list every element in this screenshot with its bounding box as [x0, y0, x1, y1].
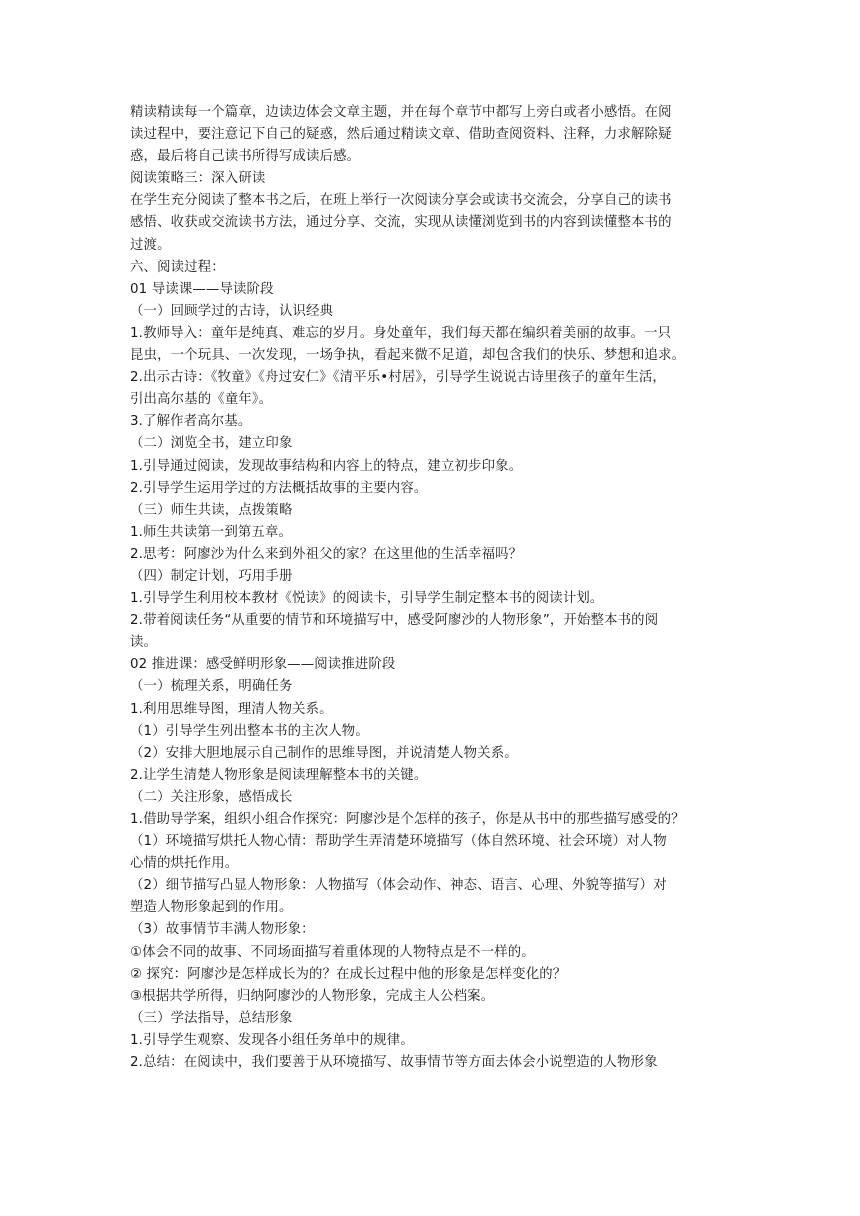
text-line: 读。 — [130, 635, 158, 651]
text-line: 在学生充分阅读了整本书之后，在班上举行一次阅读分享会或读书交流会，分享自己的读书 — [130, 193, 672, 209]
text-line: 引出高尔基的《童年》。 — [130, 392, 273, 408]
text-line: 昆虫，一个玩具、一次发现，一场争执，看起来微不足道，却包含我们的快乐、梦想和追求。 — [130, 348, 686, 364]
text-line: 1.借助导学案，组织小组合作探究：阿廖沙是个怎样的孩子，你是从书中的那些描写感受的？ — [130, 812, 685, 827]
text-line: 塑造人物形象起到的作用。 — [130, 900, 293, 916]
text-line: 精读精读每一个篇章，边读边体会文章主题，并在每个章节中都写上旁白或者小感悟。在阅 — [130, 105, 672, 120]
text-line: 3.了解作者高尔基。 — [130, 414, 252, 430]
text-line: 1.引导通过阅读，发现故事结构和内容上的特点，建立初步印象。 — [130, 458, 523, 474]
subsection-heading: （一）梳理关系，明确任务 — [130, 679, 293, 695]
subsection-heading: （三）师生共读，点拨策略 — [130, 502, 293, 518]
text-line: 1.引导学生利用校本教材《悦读》的阅读卡，引导学生制定整本书的阅读计划。 — [130, 591, 604, 607]
text-line: 惑，最后将自己读书所得写成读后感。 — [130, 149, 361, 165]
subsection-heading: （一）回顾学过的古诗，认识经典 — [130, 303, 334, 319]
text-line: 2.总结：在阅读中，我们要善于从环境描写、故事情节等方面去体会小说塑造的人物形象 — [130, 1055, 658, 1071]
text-line: （2）安排大胆地展示自己制作的思维导图，并说清楚人物关系。 — [130, 745, 518, 761]
text-line: ③根据共学所得，归纳阿廖沙的人物形象，完成主人公档案。 — [130, 988, 495, 1004]
text-line: ①体会不同的故事、不同场面描写着重体现的人物特点是不一样的。 — [130, 944, 535, 960]
document-page — [130, 102, 734, 1074]
text-line: 2.带着阅读任务“从重要的情节和环境描写中，感受阿廖沙的人物形象”，开始整本书的阅 — [130, 613, 659, 629]
section-heading: 02 推进课：感受鲜明形象——阅读推进阶段 — [130, 657, 396, 673]
text-line: 2.出示古诗：《牧童》《舟过安仁》《清平乐•村居》，引导学生说说古诗里孩子的童年生活， — [130, 370, 666, 386]
section-heading: 阅读策略三：深入研读 — [130, 171, 266, 187]
text-line: 感悟、收获或交流读书方法，通过分享、交流，实现从读懂浏览到书的内容到读懂整本书的 — [130, 215, 672, 231]
subsection-heading: （四）制定计划，巧用手册 — [130, 568, 293, 584]
text-line: 心情的烘托作用。 — [130, 856, 239, 872]
text-line: （1）环境描写烘托人物心情：帮助学生弄清楚环境描写（体自然环境、社会环境）对人物 — [130, 834, 667, 850]
text-line: 过渡。 — [130, 237, 171, 253]
text-line: 2.思考：阿廖沙为什么来到外祖父的家？在这里他的生活幸福吗？ — [130, 546, 523, 562]
subsection-heading: （二）浏览全书，建立印象 — [130, 436, 293, 452]
text-line: 2.让学生清楚人物形象是阅读理解整本书的关键。 — [130, 767, 428, 783]
text-line: 2.引导学生运用学过的方法概括故事的主要内容。 — [130, 480, 428, 496]
text-line: （2）细节描写凸显人物形象：人物描写（体会动作、神态、语言、心理、外貌等描写）对 — [130, 878, 667, 894]
text-line: 1.师生共读第一到第五章。 — [130, 524, 293, 540]
text-line: 1.教师导入：童年是纯真、难忘的岁月。身处童年，我们每天都在编织着美丽的故事。一只 — [130, 325, 672, 341]
subsection-heading: （三）学法指导，总结形象 — [130, 1010, 293, 1026]
section-heading: 六、阅读过程： — [130, 259, 225, 275]
text-line: （3）故事情节丰满人物形象： — [130, 922, 315, 938]
text-line: 1.利用思维导图，理清人物关系。 — [130, 701, 333, 717]
subsection-heading: （二）关注形象，感悟成长 — [130, 789, 293, 805]
text-line: （1）引导学生列出整本书的主次人物。 — [130, 723, 369, 739]
text-line: 读过程中，要注意记下自己的疑惑，然后通过精读文章、借助查阅资料、注释，力求解除疑 — [130, 127, 672, 143]
text-line: ② 探究：阿廖沙是怎样成长为的？在成长过程中他的形象是怎样变化的？ — [130, 966, 567, 982]
text-line: 1.引导学生观察、发现各小组任务单中的规律。 — [130, 1032, 414, 1048]
section-heading: 01 导读课——导读阶段 — [130, 281, 274, 297]
